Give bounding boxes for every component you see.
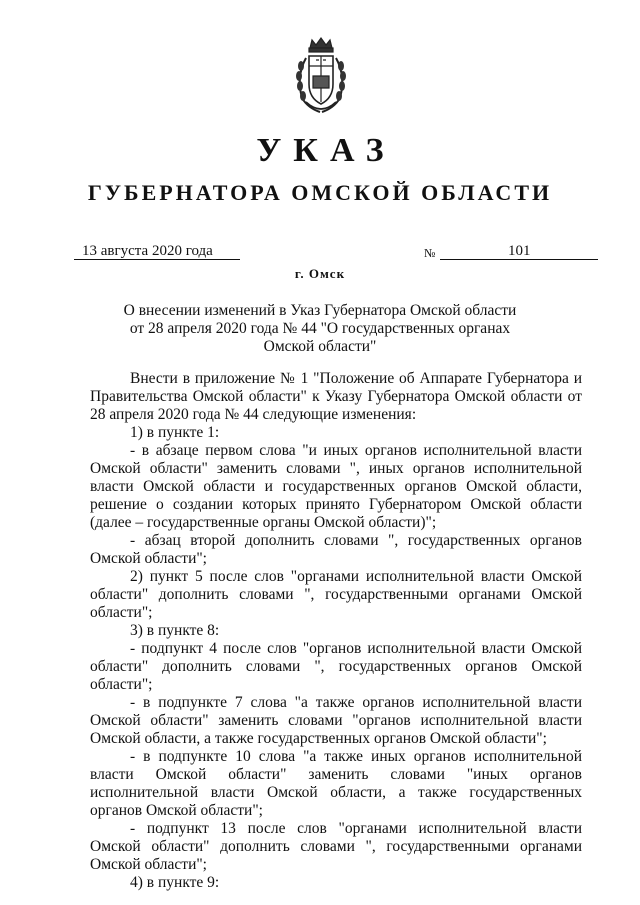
body-paragraph: - в подпункте 7 слова "а также органов исполнительной власти Омской области" заменить словами "органов исполнительной власти Омской области, а также государственных органов Омской области"; xyxy=(90,694,582,747)
body-paragraph: Внести в приложение № 1 "Положение об Аппарате Губернатора и Правительства Омской области" к Указу Губернатора Омской области от 28 апреля 2020 года № 44 следующие изменения: xyxy=(90,370,582,423)
body-paragraph: 3) в пункте 8: xyxy=(130,622,220,639)
document-heading xyxy=(100,302,540,356)
heading-line-2: от 28 апреля 2020 года № 44 "О государственных органах xyxy=(129,320,511,337)
document-city: г. Омск xyxy=(294,266,346,281)
body-paragraph: - в подпункте 10 слова "а также иных органов исполнительной власти Омской области" заменить словами "иных органов исполнительной власти Омской области, а также государственных органов Омской области"; xyxy=(90,748,582,819)
heading-line-3: Омской области" xyxy=(263,338,377,355)
body-paragraph: 2) пункт 5 после слов "органами исполнительной власти Омской области" дополнить словами ", государственными органами Омской области"; xyxy=(90,568,582,621)
number-sign: № xyxy=(424,246,436,260)
body-paragraph: 1) в пункте 1: xyxy=(130,424,220,441)
body-paragraph: - в абзаце первом слова "и иных органов исполнительной власти Омской области" заменить словами ", иных органов исполнительной власти Омской области и государственных органов Омской области, решение о создании которых принято Губернатором Омской области (далее – государственные органы Омской области)"; xyxy=(90,442,582,531)
document-body xyxy=(90,370,582,892)
heading-line-1: О внесении изменений в Указ Губернатора Омской области xyxy=(123,302,517,319)
body-paragraph: - абзац второй дополнить словами ", государственных органов Омской области"; xyxy=(90,532,582,567)
body-paragraph: 4) в пункте 9: xyxy=(130,874,220,891)
document-subtitle: ГУБЕРНАТОРА ОМСКОЙ ОБЛАСТИ xyxy=(87,180,553,205)
document-date: 13 августа 2020 года xyxy=(74,244,240,260)
document-title: УКАЗ xyxy=(256,132,396,169)
coat-of-arms-emblem xyxy=(292,36,350,116)
document-number: 101 xyxy=(440,244,598,260)
body-paragraph: - подпункт 4 после слов "органов исполнительной власти Омской области" дополнить словами ", государственных органов Омской области"; xyxy=(90,640,582,693)
body-paragraph: - подпункт 13 после слов "органами исполнительной власти Омской области" дополнить словами ", государственными органами Омской области"; xyxy=(90,820,582,873)
